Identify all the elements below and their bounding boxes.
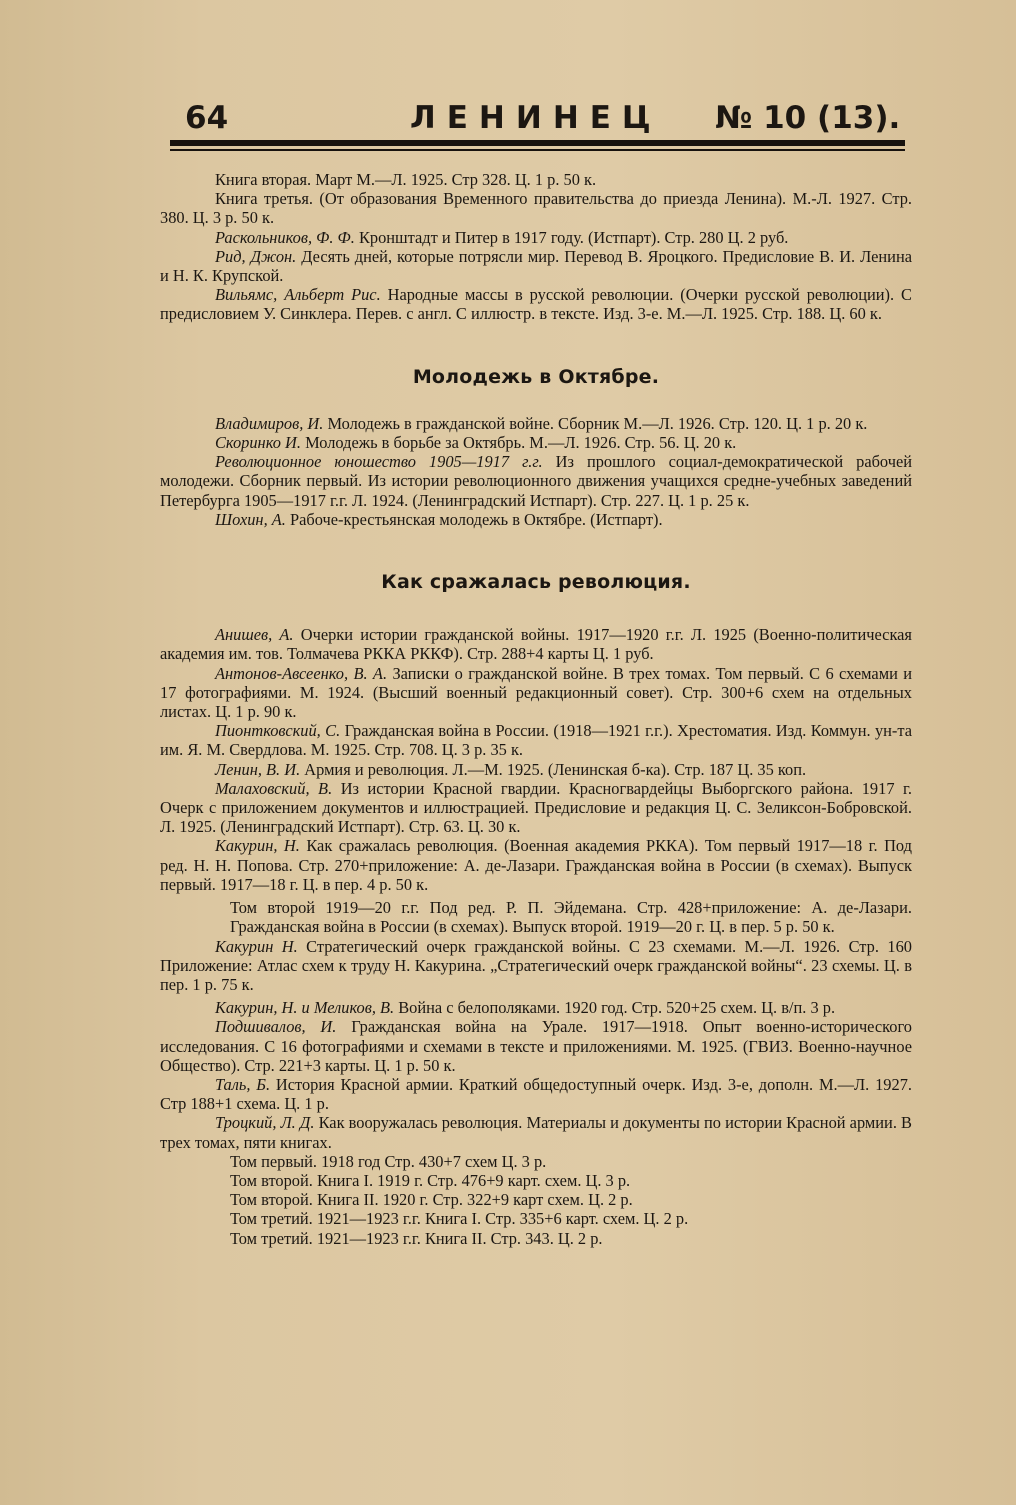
entry-author: Владимиров, И. (215, 413, 324, 433)
issue-number: № 10 (13). (715, 100, 901, 136)
volume-line: Том первый. 1918 год Стр. 430+7 схем Ц. 3 р. (230, 1151, 547, 1171)
entry-author: Рид, Джон. (215, 246, 297, 266)
section-heading-youth: Молодежь в Октябре. (412, 365, 660, 388)
bib-entry (160, 1075, 912, 1113)
entry-author: Какурин, Н. (215, 836, 300, 856)
page-number: 64 (185, 100, 229, 136)
page-header (170, 95, 915, 140)
entry-author: Какурин, Н. и Меликов, В. (215, 998, 395, 1018)
bib-entry (160, 285, 912, 323)
entry-text: Рабоче-крестьянская молодежь в Октябре. (Истпарт). (289, 509, 663, 529)
entry-author: Антонов-Авсеенко, В. А. (215, 663, 388, 683)
volume-line: Том третий. 1921—1923 г.г. Книга II. Стр. 343. Ц. 2 р. (230, 1228, 603, 1248)
bib-entry (160, 836, 912, 894)
entry-author: Малаховский, В. (215, 778, 333, 798)
entry-text: Из прошлого социал-демократической рабочей молодежи. Сборник первый. Из истории революционного движения учащихся средне-учебных заведений Петербурга 1905—1917 г.г. Л. 1924. (Ленинградский Истпарт). Стр. 227. Ц. 1 р. 25 к. (160, 452, 912, 510)
bib-entry (160, 625, 912, 663)
bib-entry (160, 228, 912, 247)
entry-author: Какурин Н. (215, 936, 298, 956)
bib-entry (160, 1113, 912, 1151)
entry-author: Ленин, В. И. (215, 759, 301, 779)
bib-entry (160, 247, 912, 285)
bib-entry (160, 170, 912, 189)
entry-text: Война с белополяками. 1920 год. Стр. 520+25 схем. Ц. в/п. 3 р. (398, 998, 836, 1018)
volume-line: Том третий. 1921—1923 г.г. Книга I. Стр. 335+6 карт. схем. Ц. 2 р. (230, 1209, 689, 1229)
entry-text: История Красной армии. Краткий общедоступный очерк. Изд. 3-е, дополн. М.—Л. 1927. Стр 188+1 схема. Ц. 1 р. (160, 1074, 912, 1114)
entry-text: Армия и революция. Л.—М. 1925. (Ленинская б-ка). Стр. 187 Ц. 35 коп. (304, 759, 807, 779)
bib-entry (160, 937, 912, 995)
entry-author: Анишев, А. (215, 625, 294, 645)
entry-text: Как вооружалась революция. Материалы и документы по истории Красной армии. В трех томах, пяти книгах. (160, 1113, 912, 1152)
entry-text: Книга вторая. Март М.—Л. 1925. Стр 328. Ц. 1 р. 50 к. (215, 170, 597, 189)
bib-entry (160, 433, 912, 452)
entry-author: Вильямс, Альберт Рис. (215, 285, 381, 305)
bib-entry (160, 510, 912, 529)
bib-entry-volume (160, 898, 912, 936)
bib-entry (160, 760, 912, 779)
entry-author: Шохин, А. (215, 509, 286, 529)
bib-entry (160, 1017, 912, 1075)
entry-author: Таль, Б. (215, 1074, 271, 1094)
entry-text: Стратегический очерк гражданской войны. С 23 схемами. М.—Л. 1926. Стр. 160 Приложение: Атлас схем к труду Н. Какурина. „Стратегический очерк гражданской войны“. 23 схемы. Ц. в пер. 1 р. 75 к. (160, 936, 912, 994)
entry-text: Кронштадт и Питер в 1917 году. (Истпарт). Стр. 280 Ц. 2 руб. (358, 227, 789, 247)
bib-entry (160, 721, 912, 759)
entry-author: Троцкий, Л. Д. (215, 1113, 315, 1133)
entry-text: Том второй 1919—20 г.г. Под ред. Р. П. Эйдеманa. Стр. 428+приложение: А. де-Лазари. Гражданская война в России (в схемах). Выпуск второй. 1919—20 г. Ц. в пер. 5 р. 50 к. (230, 898, 912, 937)
bibliography-body (160, 170, 912, 1248)
bib-entry (160, 414, 912, 433)
entry-author: Пионтковский, С. (215, 721, 341, 741)
entry-author: Революционное юношество 1905—1917 г.г. (215, 452, 543, 472)
entry-text: Как сражалась революция. (Военная академия РККА). Том первый 1917—18 г. Под ред. Н. Н. Попова. Стр. 270+приложение: А. де-Лазари. Гражданская война в России (в схемах). Выпуск первый. 1917—18 г. Ц. в пер. 4 р. 50 к. (160, 836, 912, 894)
bib-entry (160, 452, 912, 510)
section-heading-revolution: Как сражалась революция. (381, 571, 691, 594)
journal-title: ЛЕНИНЕЦ (410, 100, 662, 136)
header-rule-thick (170, 140, 905, 146)
entry-text: Из истории Красной гвардии. Красногвардейцы Выборгского района. 1917 г. Очерк с приложением документов и иллюстрацией. Предисловие и редакция Ц. С. Зеликсон-Бобровской. Л. 1925. (Ленинградский Истпарт). Стр. 63. Ц. 30 к. (160, 778, 912, 837)
bib-entry (160, 998, 912, 1017)
volume-line: Том второй. Книга I. 1919 г. Стр. 476+9 карт. схем. Ц. 3 р. (230, 1170, 631, 1190)
entry-text: Гражданская война на Урале. 1917—1918. Опыт военно-исторического исследования. С 16 фотографиями и схемами в тексте и приложениями. М. 1925. (ГВИЗ. Военно-научное Общество). Стр. 221+3 карты. Ц. 1 р. 50 к. (160, 1017, 912, 1075)
entry-text: Десять дней, которые потрясли мир. Перевод В. Яроцкого. Предисловие В. И. Ленина и Н. К. Крупской. (160, 246, 912, 286)
header-rule-thin (170, 149, 905, 151)
entry-text: Народные массы в русской революции. (Очерки русской революции). С предисловием У. Синклера. Перев. с англ. С иллюстр. в тексте. Изд. 3-е. М.—Л. 1925. Стр. 188. Ц. 60 к. (160, 285, 912, 324)
entry-text: Молодежь в гражданской войне. Сборник М.—Л. 1926. Стр. 120. Ц. 1 р. 20 к. (327, 413, 868, 433)
entry-text: Молодежь в борьбе за Октябрь. М.—Л. 1926. Стр. 56. Ц. 20 к. (305, 433, 737, 453)
entry-author: Подшивалов, И. (215, 1017, 337, 1037)
volume-line: Том второй. Книга II. 1920 г. Стр. 322+9 карт схем. Ц. 2 р. (230, 1190, 633, 1210)
bib-entry (160, 189, 912, 227)
entry-text: Гражданская война в России. (1918—1921 г.г.). Хрестоматия. Изд. Коммун. ун-та им. Я. М. Свердлова. М. 1925. Стр. 708. Ц. 3 р. 35 к. (160, 721, 913, 760)
entry-text: Очерки истории гражданской войны. 1917—1920 г.г. Л. 1925 (Военно-политическая академия им. тов. Толмачева РККА РККФ). Стр. 288+4 карты Ц. 1 руб. (160, 625, 912, 664)
entry-author: Скоринко И. (215, 433, 301, 453)
entry-text: Записки о гражданской войне. В трех томах. Том первый. С 6 схемами и 17 фотографиями. М. 1924. (Высший военный редакционный совет). Стр. 300+6 схем на отдельных листах. Ц. 1 р. 90 к. (160, 663, 913, 722)
entry-author: Раскольников, Ф. Ф. (215, 227, 355, 247)
bib-entry (160, 779, 912, 837)
entry-text: Книга третья. (От образования Временного правительства до приезда Ленина). М.-Л. 1927. Стр. 380. Ц. 3 р. 50 к. (160, 189, 912, 228)
bib-entry (160, 664, 912, 722)
